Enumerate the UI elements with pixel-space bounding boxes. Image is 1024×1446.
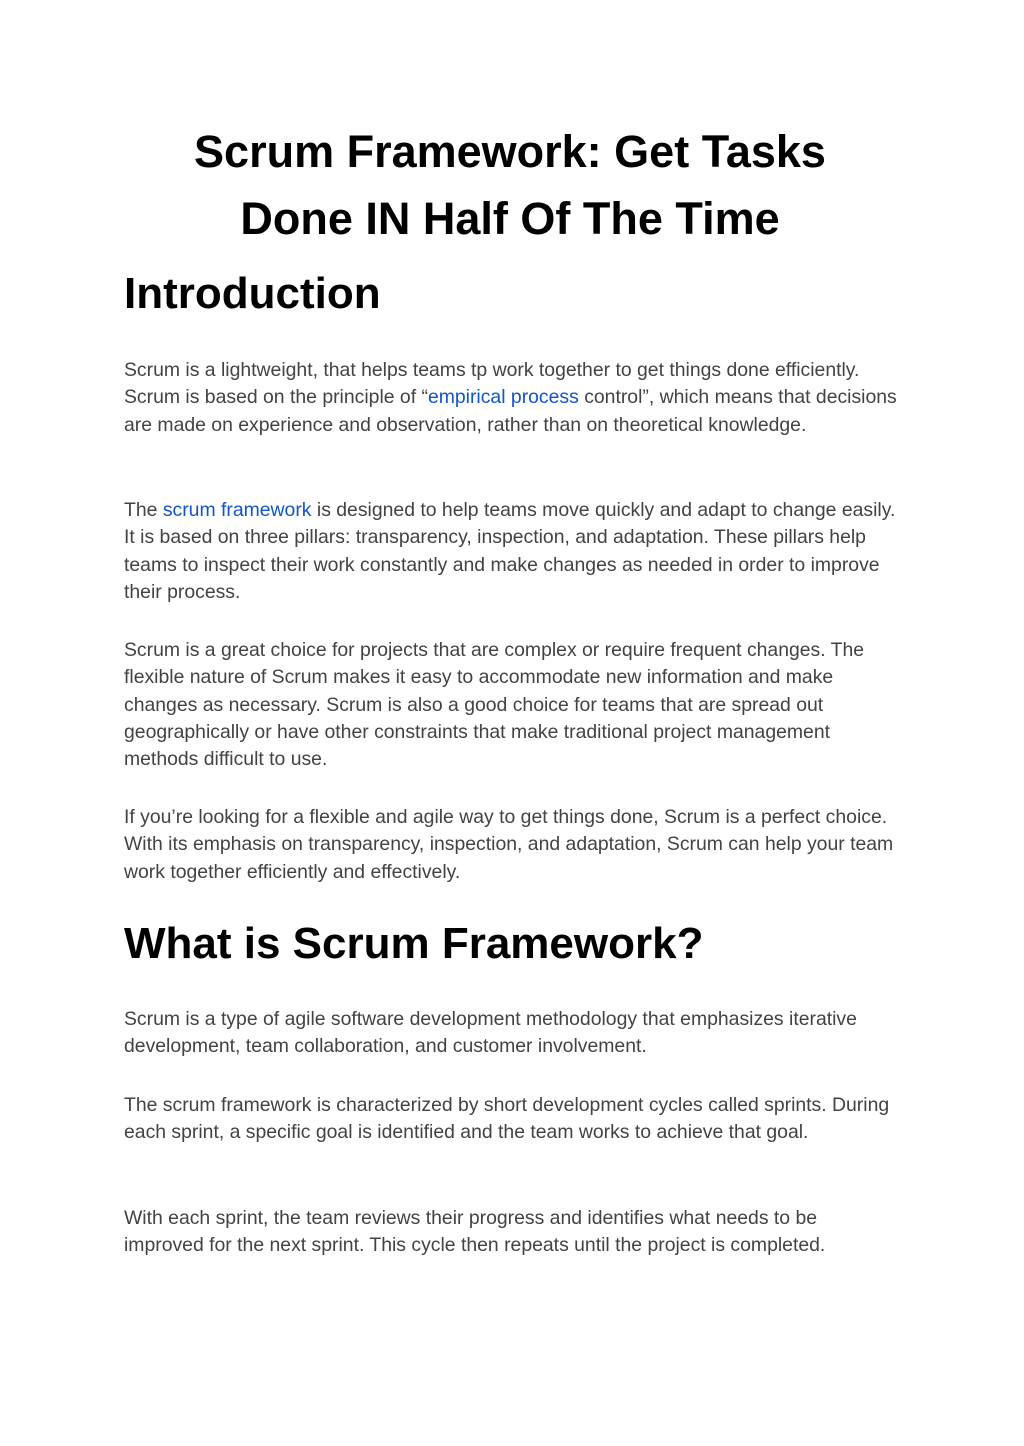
what-is-paragraph-3: With each sprint, the team reviews their progress and identifies what needs to be improved for the next sprint. This cycle then repeats until the project is completed. <box>124 1207 826 1257</box>
empirical-process-link[interactable]: empirical process <box>427 386 579 409</box>
intro-paragraph-3: Scrum is a great choice for projects that are complex or require frequent changes. The flexible nature of Scrum makes it easy to accommodate new information and make changes as necessary. Scrum is also a good choice for teams that are spread out geographically or have other constraints that make traditional project management methods difficult to use. <box>124 639 865 771</box>
section-heading-what-is-scrum: What is Scrum Framework? <box>124 919 704 968</box>
paragraph-text: The <box>124 499 163 521</box>
paragraph-text: control”, which means that decisions are made on experience and observation, rather than on theoretical knowledge. <box>124 386 897 436</box>
what-is-paragraph-2: The scrum framework is characterized by short development cycles called sprints. During each sprint, a specific goal is identified and the team works to achieve that goal. <box>124 1094 890 1144</box>
intro-paragraph-4: If you’re looking for a flexible and agile way to get things done, Scrum is a perfect choice. With its emphasis on transparency, inspection, and adaptation, Scrum can help your team work together efficiently and effectively. <box>124 806 894 883</box>
intro-paragraph-2 <box>124 497 899 606</box>
scrum-framework-link[interactable]: scrum framework <box>162 499 312 521</box>
intro-paragraph-1 <box>124 357 899 439</box>
paragraph-text: is designed to help teams move quickly and adapt to change easily. It is based on three pillars: transparency, inspection, and adaptation. These pillars help teams to inspect their work constantly and make changes as needed in order to improve their process. <box>124 499 896 603</box>
section-heading-introduction: Introduction <box>124 269 381 318</box>
page-title-line-2: Done IN Half Of The Time <box>240 193 780 244</box>
page-title <box>124 118 896 252</box>
page-title-line-1: Scrum Framework: Get Tasks <box>194 126 826 177</box>
paragraph-text: Scrum is a lightweight, that helps teams tp work together to get things done efficiently. Scrum is based on the principle of “ <box>124 359 860 409</box>
what-is-paragraph-1: Scrum is a type of agile software development methodology that emphasizes iterative development, team collaboration, and customer involvement. <box>124 1008 857 1058</box>
